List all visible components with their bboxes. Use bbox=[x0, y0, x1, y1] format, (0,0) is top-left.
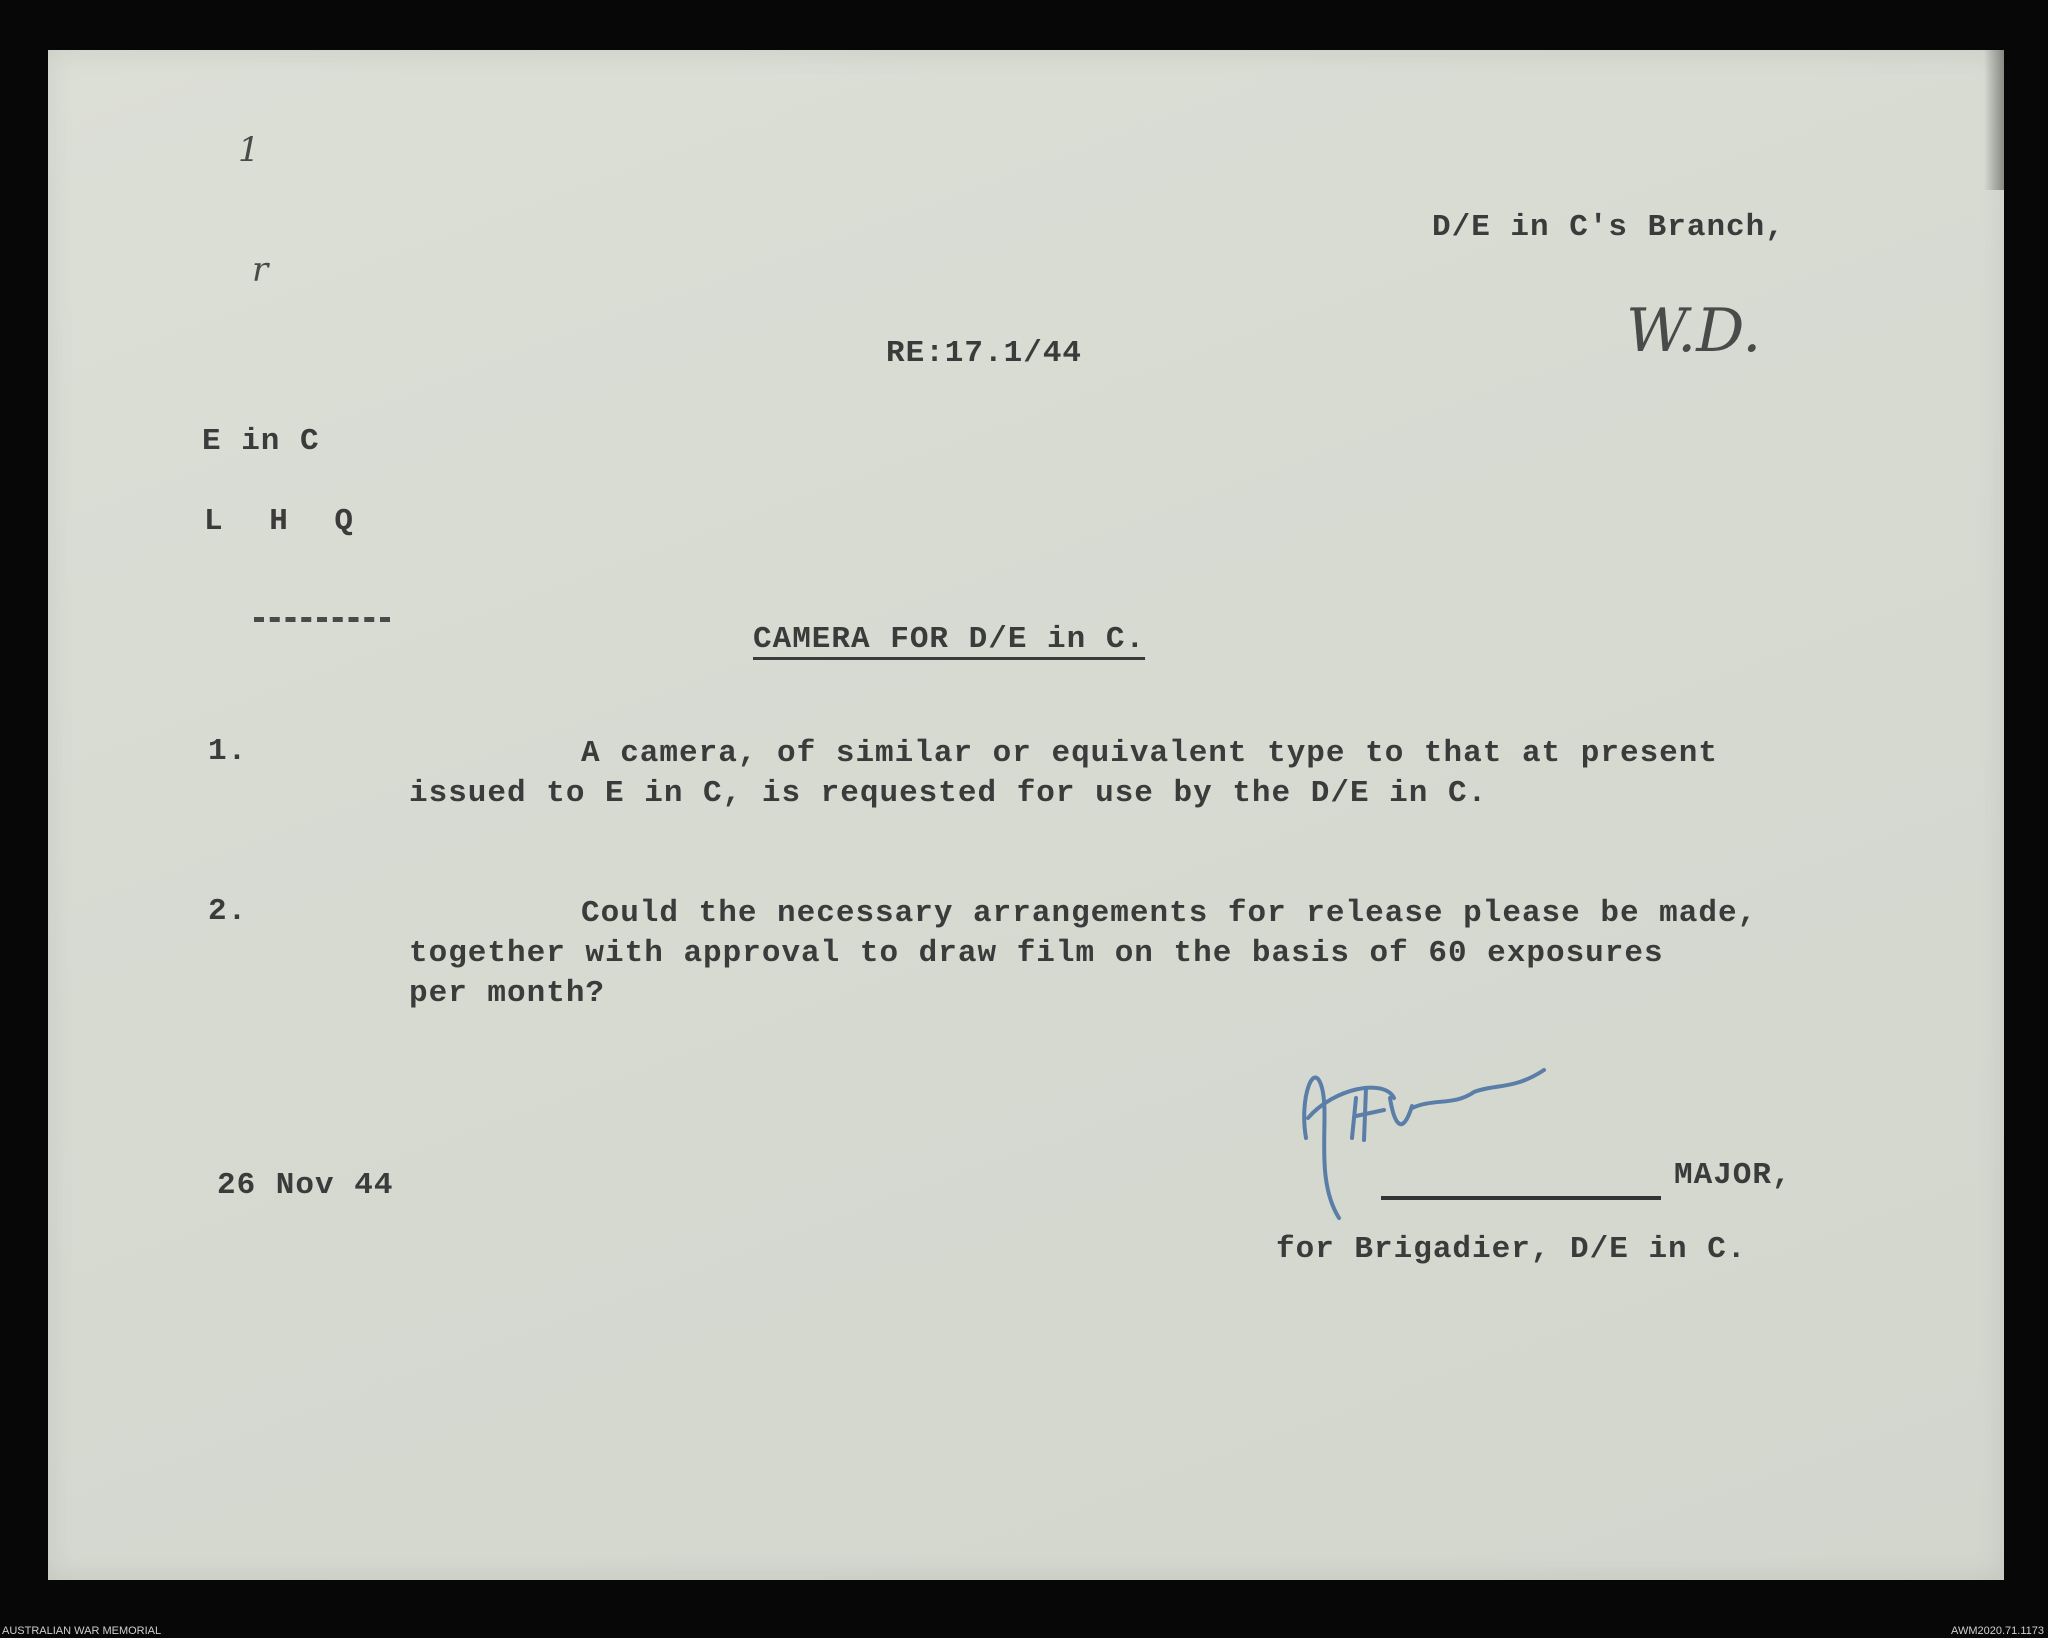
footer-left: AUSTRALIAN WAR MEMORIAL bbox=[2, 1625, 162, 1637]
paragraph-2-line-3: per month? bbox=[409, 976, 606, 1011]
reference-number: RE:17.1/44 bbox=[886, 336, 1083, 371]
signatory-rank: MAJOR, bbox=[1674, 1158, 1792, 1193]
margin-mark-1: 1 bbox=[238, 130, 260, 170]
footer-right: AWM2020.71.1173 bbox=[1951, 1625, 2044, 1637]
paragraph-1-line-2: issued to E in C, is requested for use by the D/E in C. bbox=[409, 776, 1488, 811]
document-page bbox=[48, 50, 2004, 1580]
paragraph-1-number: 1. bbox=[208, 734, 248, 769]
signatory-for-line: for Brigadier, D/E in C. bbox=[1276, 1232, 1747, 1267]
page-edge-shadow bbox=[1984, 50, 2004, 190]
paragraph-1-line-1: A camera, of similar or equivalent type to that at present bbox=[581, 736, 1718, 771]
paragraph-2-number: 2. bbox=[208, 894, 248, 929]
branch-heading: D/E in C's Branch, bbox=[1432, 210, 1785, 245]
paragraph-2-line-1: Could the necessary arrangements for release please be made, bbox=[581, 896, 1758, 931]
subject-heading: CAMERA FOR D/E in C. bbox=[753, 622, 1146, 657]
addressee-underline bbox=[254, 617, 390, 622]
handwritten-note: W.D. bbox=[1626, 296, 1762, 366]
addressee-line-1: E in C bbox=[202, 424, 320, 459]
paragraph-2-line-2: together with approval to draw film on the basis of 60 exposures bbox=[409, 936, 1664, 971]
addressee-line-2: L H Q bbox=[204, 504, 368, 539]
margin-mark-2: r bbox=[252, 250, 269, 290]
paragraph-2 bbox=[48, 894, 1757, 1014]
signature-line bbox=[1381, 1196, 1661, 1200]
paragraph-1 bbox=[48, 734, 1718, 814]
document-date: 26 Nov 44 bbox=[217, 1168, 394, 1203]
